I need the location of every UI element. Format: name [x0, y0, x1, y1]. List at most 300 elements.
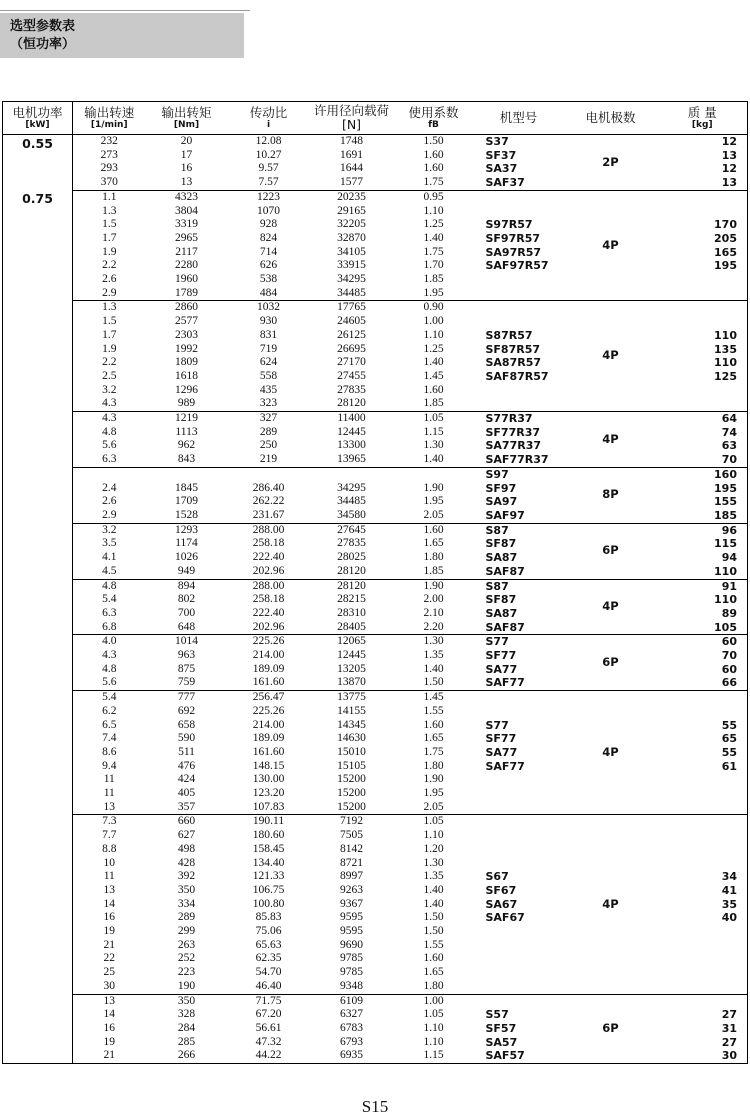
model-cell — [474, 939, 564, 953]
torque-cell: 648 — [177, 620, 196, 633]
ratio-cell: 161.60 — [252, 676, 285, 689]
mass-cell: 115 — [714, 537, 737, 551]
service-factor-cell: 1.85 — [423, 273, 444, 286]
torque-cell: 289 — [177, 911, 196, 924]
model-cell — [474, 301, 564, 315]
model-cell — [474, 205, 564, 219]
mass-cell: 195 — [714, 259, 737, 273]
speed-cell: 6.8 — [102, 620, 117, 633]
mass-cell: 89 — [721, 606, 737, 620]
model-cell: SAF77 — [485, 676, 525, 690]
torque-cell: 17 — [180, 148, 193, 161]
radial-load-cell: 15200 — [337, 787, 366, 800]
mass-cell — [658, 301, 748, 315]
radial-load-cell: 34580 — [337, 508, 366, 521]
mass-cell: 35 — [721, 897, 737, 911]
model-cell: SA67 — [485, 897, 518, 911]
table-row — [3, 412, 748, 426]
model-cell: SF87 — [485, 593, 517, 607]
ratio-cell: 626 — [259, 259, 278, 272]
table-row — [3, 579, 748, 593]
model-cell: S77R37 — [474, 412, 564, 426]
model-cell — [474, 857, 564, 871]
speed-cell: 16 — [103, 911, 115, 924]
speed-cell: 16 — [103, 1022, 115, 1034]
radial-load-cell: 9595 — [340, 925, 363, 938]
service-factor-cell: 1.15 — [423, 1049, 444, 1062]
speed-cell: 6.3 — [102, 453, 117, 466]
model-cell: SAF87 — [485, 620, 525, 634]
mass-cell: 55 — [721, 745, 737, 759]
speed-cell: 7.3 — [73, 815, 146, 829]
model-cell: SA77R37 — [485, 439, 542, 453]
speed-cell: 293 — [100, 162, 118, 175]
ratio-cell: 262.22 — [252, 495, 285, 508]
service-factor-cell: 1.65 — [423, 732, 444, 745]
radial-load-cell: 34295 — [337, 273, 366, 286]
service-factor-cell: 1.45 — [394, 691, 474, 705]
speed-cell: 2.6 — [102, 495, 117, 508]
torque-cell: 1528 — [175, 508, 198, 521]
radial-load-cell: 27170 — [337, 356, 366, 369]
radial-load-cell: 34105 — [337, 245, 366, 258]
ratio-cell: 123.20 — [252, 787, 285, 800]
radial-load-cell: 14630 — [337, 732, 366, 745]
speed-cell: 2.6 — [102, 273, 117, 286]
torque-cell: 2965 — [175, 231, 198, 244]
ratio-cell: 928 — [259, 218, 278, 231]
section-header — [0, 13, 244, 58]
torque-cell: 777 — [146, 691, 228, 705]
ratio-cell: 824 — [259, 231, 278, 244]
model-cell: SF67 — [485, 883, 517, 897]
speed-cell: 2.2 — [102, 259, 117, 272]
speed-cell: 1.3 — [73, 301, 146, 315]
speed-cell: 1.5 — [102, 315, 117, 328]
model-cell — [474, 925, 564, 939]
mass-cell — [658, 397, 748, 411]
ratio-cell: 225.26 — [228, 635, 310, 649]
poles-cell: 8P — [564, 467, 658, 523]
col-header-speed: 输出转速 [1/min] — [73, 102, 146, 135]
torque-cell: 190 — [177, 979, 196, 992]
model-cell: S77 — [474, 635, 564, 649]
torque-cell: 4323 — [146, 190, 228, 204]
torque-cell: 658 — [177, 718, 196, 731]
torque-cell: 2577 — [175, 315, 198, 328]
service-factor-cell: 1.50 — [423, 925, 444, 938]
radial-load-cell: 28120 — [337, 564, 366, 577]
service-factor-cell: 1.90 — [394, 579, 474, 593]
torque-cell: 350 — [146, 994, 228, 1008]
torque-cell: 1992 — [175, 342, 198, 355]
radial-load-cell: 28405 — [337, 620, 366, 633]
radial-load-cell: 7192 — [310, 815, 394, 829]
radial-load-cell: 6793 — [340, 1035, 363, 1048]
mass-cell: 41 — [721, 883, 737, 897]
radial-load-cell: 8997 — [340, 870, 363, 883]
model-cell — [474, 287, 564, 301]
mass-cell: 70 — [721, 649, 737, 663]
col-header-torque: 输出转矩 [Nm] — [146, 102, 228, 135]
mass-cell: 13 — [721, 148, 737, 162]
ratio-cell: 214.00 — [252, 718, 285, 731]
speed-cell: 8.6 — [102, 745, 117, 758]
service-factor-cell: 1.85 — [423, 564, 444, 577]
service-factor-cell: 1.15 — [423, 425, 444, 438]
ratio-cell: 161.60 — [252, 745, 285, 758]
mass-cell — [658, 384, 748, 398]
radial-load-cell: 14155 — [337, 704, 366, 717]
speed-cell: 1.9 — [102, 245, 117, 258]
service-factor-cell: 1.65 — [423, 537, 444, 550]
section-subtitle: （恒功率） — [10, 37, 76, 52]
col-header-model: 机型号 — [474, 102, 564, 135]
mass-cell: 135 — [714, 342, 737, 356]
torque-cell: 875 — [177, 662, 196, 675]
ratio-cell: 46.40 — [255, 979, 282, 992]
radial-load-cell: 13205 — [337, 662, 366, 675]
speed-cell: 21 — [103, 1049, 115, 1062]
radial-load-cell: 9690 — [340, 938, 363, 951]
service-factor-cell: 1.75 — [423, 176, 444, 189]
mass-cell: 40 — [721, 911, 737, 925]
torque-cell: 843 — [177, 453, 196, 466]
service-factor-cell: 1.00 — [423, 315, 444, 328]
radial-load-cell: 27455 — [337, 369, 366, 382]
table-body — [3, 135, 748, 1064]
model-cell: SA77 — [485, 662, 518, 676]
ratio-cell: 85.83 — [255, 911, 282, 924]
radial-load-cell: 9348 — [340, 979, 363, 992]
radial-load-cell: 8142 — [340, 842, 363, 855]
mass-cell: 30 — [721, 1049, 737, 1063]
speed-cell: 6.5 — [102, 718, 117, 731]
mass-cell: 94 — [721, 551, 737, 565]
torque-cell: 802 — [177, 593, 196, 606]
speed-cell: 13 — [73, 994, 146, 1008]
service-factor-cell: 1.50 — [423, 911, 444, 924]
poles-cell: 4P — [564, 691, 658, 815]
mass-cell: 60 — [658, 635, 748, 649]
ratio-cell: 62.35 — [255, 952, 282, 965]
service-factor-cell: 1.50 — [423, 676, 444, 689]
torque-cell: 357 — [177, 800, 196, 813]
service-factor-cell: 1.05 — [423, 1008, 444, 1021]
radial-load-cell: 34295 — [337, 481, 366, 494]
radial-load-cell — [310, 467, 394, 481]
ratio-cell: 1032 — [228, 301, 310, 315]
service-factor-cell: 1.10 — [423, 1022, 444, 1034]
table-row — [3, 467, 748, 481]
model-cell — [474, 705, 564, 719]
torque-cell: 1845 — [175, 481, 198, 494]
mass-cell: 55 — [721, 718, 737, 732]
ratio-cell: 121.33 — [252, 870, 285, 883]
mass-cell — [658, 980, 748, 994]
service-factor-cell: 1.40 — [423, 897, 444, 910]
ratio-cell: 148.15 — [252, 759, 285, 772]
mass-cell: 110 — [714, 593, 737, 607]
service-factor-cell — [394, 467, 474, 481]
mass-cell: 105 — [714, 620, 737, 634]
speed-cell: 5.6 — [102, 439, 117, 452]
table-row — [3, 815, 748, 829]
ratio-cell: 258.18 — [252, 593, 285, 606]
model-cell: SA77 — [485, 745, 518, 759]
ratio-cell: 219 — [259, 453, 278, 466]
mass-cell — [658, 801, 748, 815]
torque-cell: 1026 — [175, 551, 198, 564]
header-rule — [0, 10, 250, 11]
speed-cell: 13 — [103, 800, 115, 813]
speed-cell: 11 — [103, 870, 115, 883]
speed-cell: 8.8 — [102, 842, 117, 855]
radial-load-cell: 7505 — [340, 829, 363, 842]
torque-cell: 392 — [177, 870, 196, 883]
service-factor-cell: 1.30 — [423, 439, 444, 452]
service-factor-cell: 1.75 — [423, 745, 444, 758]
torque-cell: 1618 — [175, 369, 198, 382]
speed-cell: 7.4 — [102, 732, 117, 745]
speed-cell: 273 — [100, 148, 118, 161]
ratio-cell: 71.75 — [228, 994, 310, 1008]
model-cell: S77 — [485, 718, 509, 732]
model-cell: SA87 — [485, 551, 518, 565]
ratio-cell: 67.20 — [255, 1008, 282, 1021]
service-factor-cell: 2.05 — [423, 508, 444, 521]
radial-load-cell: 28215 — [337, 593, 366, 606]
service-factor-cell: 1.05 — [394, 815, 474, 829]
radial-load-cell: 11400 — [310, 412, 394, 426]
torque-cell: 1709 — [175, 495, 198, 508]
model-cell: S87R57 — [485, 328, 533, 342]
service-factor-cell: 1.25 — [423, 342, 444, 355]
mass-cell — [658, 994, 748, 1008]
model-cell — [474, 843, 564, 857]
service-factor-cell: 1.10 — [423, 829, 444, 842]
radial-load-cell: 13965 — [337, 453, 366, 466]
radial-load-cell: 27835 — [337, 383, 366, 396]
torque-cell: 2117 — [175, 245, 198, 258]
page-number: S15 — [361, 1097, 389, 1116]
ratio-cell: 258.18 — [252, 537, 285, 550]
ratio-cell: 190.11 — [228, 815, 310, 829]
speed-cell: 4.1 — [102, 551, 117, 564]
torque-cell: 3804 — [175, 204, 198, 217]
mass-cell: 160 — [658, 467, 748, 481]
model-cell: SAF97R57 — [485, 259, 549, 273]
torque-cell: 428 — [177, 856, 196, 869]
radial-load-cell: 24605 — [337, 315, 366, 328]
radial-load-cell: 6783 — [340, 1022, 363, 1034]
service-factor-cell: 2.20 — [423, 620, 444, 633]
torque-cell: 285 — [177, 1035, 196, 1048]
service-factor-cell: 1.70 — [423, 259, 444, 272]
service-factor-cell: 1.30 — [394, 635, 474, 649]
ratio-cell: 250 — [259, 439, 278, 452]
torque-cell: 20 — [146, 135, 228, 149]
selection-table — [2, 101, 748, 1064]
torque-cell: 660 — [146, 815, 228, 829]
model-cell: SF87 — [485, 537, 517, 551]
model-cell: SF57 — [485, 1022, 517, 1035]
speed-cell: 4.3 — [73, 412, 146, 426]
mass-cell: 27 — [721, 1008, 737, 1022]
speed-cell: 3.2 — [102, 383, 117, 396]
torque-cell: 1293 — [146, 523, 228, 537]
model-cell: S97 — [474, 467, 564, 481]
ratio-cell: 12.08 — [228, 135, 310, 149]
model-cell: S57 — [485, 1008, 509, 1022]
mass-cell — [658, 205, 748, 219]
service-factor-cell: 1.60 — [423, 718, 444, 731]
speed-cell: 1.7 — [102, 231, 117, 244]
col-header-ratio: 传动比 i — [228, 102, 310, 135]
mass-cell — [658, 829, 748, 843]
speed-cell: 14 — [103, 1008, 115, 1021]
mass-cell — [658, 190, 748, 204]
speed-cell: 2.5 — [102, 369, 117, 382]
ratio-cell: 288.00 — [228, 579, 310, 593]
radial-load-cell: 6327 — [340, 1008, 363, 1021]
torque-cell — [146, 467, 228, 481]
speed-cell: 5.6 — [102, 676, 117, 689]
service-factor-cell: 1.80 — [423, 979, 444, 992]
service-factor-cell: 1.95 — [423, 286, 444, 299]
mass-cell: 91 — [658, 579, 748, 593]
ratio-cell: 225.26 — [252, 704, 285, 717]
service-factor-cell: 1.80 — [423, 551, 444, 564]
radial-load-cell: 17765 — [310, 301, 394, 315]
model-cell: SA87R57 — [485, 356, 542, 370]
model-cell: S87 — [474, 523, 564, 537]
ratio-cell: 286.40 — [252, 481, 285, 494]
mass-cell — [658, 705, 748, 719]
ratio-cell: 327 — [228, 412, 310, 426]
model-cell: SF87R57 — [485, 342, 541, 356]
model-cell — [474, 384, 564, 398]
model-cell — [474, 315, 564, 329]
ratio-cell: 65.63 — [255, 938, 282, 951]
radial-load-cell: 34485 — [337, 286, 366, 299]
ratio-cell: 44.22 — [255, 1049, 282, 1062]
mass-cell: 110 — [714, 564, 737, 578]
speed-cell: 2.2 — [102, 356, 117, 369]
mass-cell: 27 — [721, 1035, 737, 1049]
col-header-service-factor: 使用系数 fB — [394, 102, 474, 135]
torque-cell: 1789 — [175, 286, 198, 299]
ratio-cell: 189.09 — [252, 732, 285, 745]
ratio-cell: 256.47 — [228, 691, 310, 705]
model-cell — [474, 994, 564, 1008]
poles-cell: 6P — [564, 635, 658, 691]
speed-cell: 370 — [100, 176, 118, 189]
speed-cell: 1.7 — [102, 328, 117, 341]
radial-load-cell: 26125 — [337, 328, 366, 341]
model-cell: SF77 — [485, 732, 517, 746]
radial-load-cell: 20235 — [310, 190, 394, 204]
model-cell — [474, 691, 564, 705]
ratio-cell — [228, 467, 310, 481]
torque-cell: 476 — [177, 759, 196, 772]
torque-cell: 1296 — [175, 383, 198, 396]
mass-cell: 110 — [714, 328, 737, 342]
ratio-cell: 222.40 — [252, 606, 285, 619]
power-cell: 0.75 — [3, 190, 73, 1063]
ratio-cell: 9.57 — [258, 162, 279, 175]
poles-cell: 4P — [564, 301, 658, 412]
model-cell — [474, 397, 564, 411]
torque-cell: 692 — [177, 704, 196, 717]
service-factor-cell: 1.45 — [423, 369, 444, 382]
service-factor-cell: 1.60 — [423, 952, 444, 965]
speed-cell — [73, 467, 146, 481]
torque-cell: 1174 — [175, 537, 198, 550]
torque-cell: 498 — [177, 842, 196, 855]
ratio-cell: 930 — [259, 315, 278, 328]
torque-cell: 2303 — [175, 328, 198, 341]
ratio-cell: 214.00 — [252, 649, 285, 662]
radial-load-cell: 26695 — [337, 342, 366, 355]
radial-load-cell: 14345 — [337, 718, 366, 731]
radial-load-cell: 28120 — [310, 579, 394, 593]
radial-load-cell: 15200 — [337, 773, 366, 786]
torque-cell: 1113 — [175, 425, 198, 438]
torque-cell: 759 — [177, 676, 196, 689]
mass-cell: 74 — [721, 425, 737, 439]
ratio-cell: 831 — [259, 328, 278, 341]
ratio-cell: 222.40 — [252, 551, 285, 564]
torque-cell: 1960 — [175, 273, 198, 286]
mass-cell: 70 — [721, 453, 737, 467]
model-cell: SA57 — [485, 1035, 518, 1049]
model-cell: SAF87R57 — [485, 369, 549, 383]
model-cell: SF77R37 — [485, 425, 541, 439]
ratio-cell: 558 — [259, 369, 278, 382]
torque-cell: 16 — [180, 162, 193, 175]
speed-cell: 14 — [103, 897, 115, 910]
radial-load-cell: 32205 — [337, 218, 366, 231]
mass-cell: 66 — [721, 676, 737, 690]
radial-load-cell: 6935 — [340, 1049, 363, 1062]
mass-cell: 110 — [714, 356, 737, 370]
service-factor-cell: 1.90 — [423, 773, 444, 786]
ratio-cell: 100.80 — [252, 897, 285, 910]
radial-load-cell: 33915 — [337, 259, 366, 272]
speed-cell: 13 — [103, 883, 115, 896]
mass-cell: 170 — [714, 218, 737, 232]
ratio-cell: 54.70 — [255, 966, 282, 979]
model-cell: SAF57 — [485, 1049, 525, 1063]
mass-cell — [658, 939, 748, 953]
model-cell: SA97R57 — [485, 245, 542, 259]
table-row — [3, 691, 748, 705]
ratio-cell: 107.83 — [252, 800, 285, 813]
mass-cell — [658, 273, 748, 287]
col-header-poles: 电机极数 — [564, 102, 658, 135]
model-cell: S87 — [474, 579, 564, 593]
ratio-cell: 202.96 — [252, 620, 285, 633]
model-cell — [474, 952, 564, 966]
radial-load-cell: 12445 — [337, 425, 366, 438]
radial-load-cell: 9785 — [340, 952, 363, 965]
torque-cell: 2860 — [146, 301, 228, 315]
ratio-cell: 538 — [259, 273, 278, 286]
power-cell: 0.55 — [3, 135, 73, 191]
model-cell: SF37 — [485, 148, 517, 162]
ratio-cell: 130.00 — [252, 773, 285, 786]
